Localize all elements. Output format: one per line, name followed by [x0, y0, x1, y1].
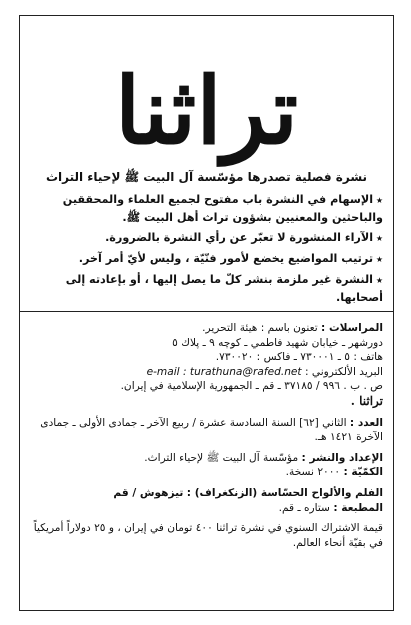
- section-divider: [20, 311, 393, 312]
- press-label: المطبعة :: [333, 501, 383, 514]
- issue-value: الثاني [٦٢] السنة السادسة عشرة / ربيع الآخر ـ جمادى الأولى ـ جمادى الآخرة ١٤٢١ هـ.: [40, 416, 383, 444]
- plates-value: تيزهوش / قم: [113, 486, 184, 499]
- email-line: [28, 365, 383, 380]
- phone-line: هاتف : ٥ ـ ٧٣٠٠٠١ ـ فاكس : ٧٣٠٠٢٠.: [215, 351, 383, 364]
- publisher-line: [28, 451, 383, 466]
- publisher-label: الإعداد والنشر :: [301, 451, 383, 464]
- issue-label: العدد :: [349, 416, 383, 429]
- subscription-line: قيمة الاشتراك السنوي في نشرة تراثنا ٤٠٠ تومان في إيران ، و ٢٥ دولاراً أمريكياً في بقيّة أنحاء العالم.: [33, 522, 383, 549]
- correspondence-label: المراسلات :: [321, 322, 383, 334]
- masthead: [20, 16, 393, 311]
- plates-line: [28, 486, 383, 501]
- quantity-value: ٢٠٠٠ نسخة.: [285, 466, 341, 479]
- publication-details: [20, 313, 393, 610]
- details-list: [28, 321, 383, 550]
- policy-item: ★ النشرة غير ملزمة بنشر كلّ ما يصل إليها ، أو بإعادته إلى أصحابها.: [28, 271, 383, 306]
- journal-subtitle: نشرة فصلية تصدرها مؤسّسة آل البيت ﷺ لإحياء التراث: [45, 170, 368, 184]
- quantity-line: [28, 465, 383, 480]
- press-line: [28, 501, 383, 516]
- email-label: البريد الألكتروني :: [304, 365, 383, 378]
- policy-item: ★ الآراء المنشورة لا تعبّر عن رأي النشرة بالضرورة.: [28, 229, 383, 247]
- press-value: ستاره ـ قم.: [278, 501, 330, 514]
- brand-name: تراثنا .: [350, 393, 383, 408]
- email-address[interactable]: e-mail : turathuna@rafed.net: [146, 365, 302, 378]
- correspondence-value: تعنون باسم : هيئة التحرير.: [202, 322, 318, 334]
- address-line: دورشهر ـ خيابان شهيد فاطمي ـ كوچه ۹ ـ پلاك ٥: [172, 336, 383, 349]
- issue-line: [28, 416, 383, 445]
- po-box-line: ص . ب . ٩٩٦ / ٣٧١٨٥ ـ قم ـ الجمهورية الإسلامية في إيران.: [120, 380, 383, 393]
- policy-item: ★ الإسهام في النشرة باب مفتوح لجميع العلماء والمحققين والباحثين والمعنيين بشؤون تراث أهل البيت ﷺ.: [28, 191, 383, 226]
- policy-item: ★ ترتيب المواضيع يخضع لأمور فنّيّة ، وليس لأيّ أمر آخر.: [28, 250, 383, 268]
- policy-list: [28, 191, 383, 309]
- journal-logo: تراثنا: [114, 57, 299, 165]
- publisher-value: مؤسّسة آل البيت ﷺ لإحياء التراث.: [144, 451, 299, 464]
- brand-line: [28, 394, 383, 410]
- plates-label: الفلم والألواح الحسّاسة (الزنكغراف) :: [186, 486, 383, 499]
- correspondence-line: [28, 321, 383, 336]
- page-frame: [19, 15, 394, 611]
- quantity-label: الكمّيّة :: [343, 466, 383, 479]
